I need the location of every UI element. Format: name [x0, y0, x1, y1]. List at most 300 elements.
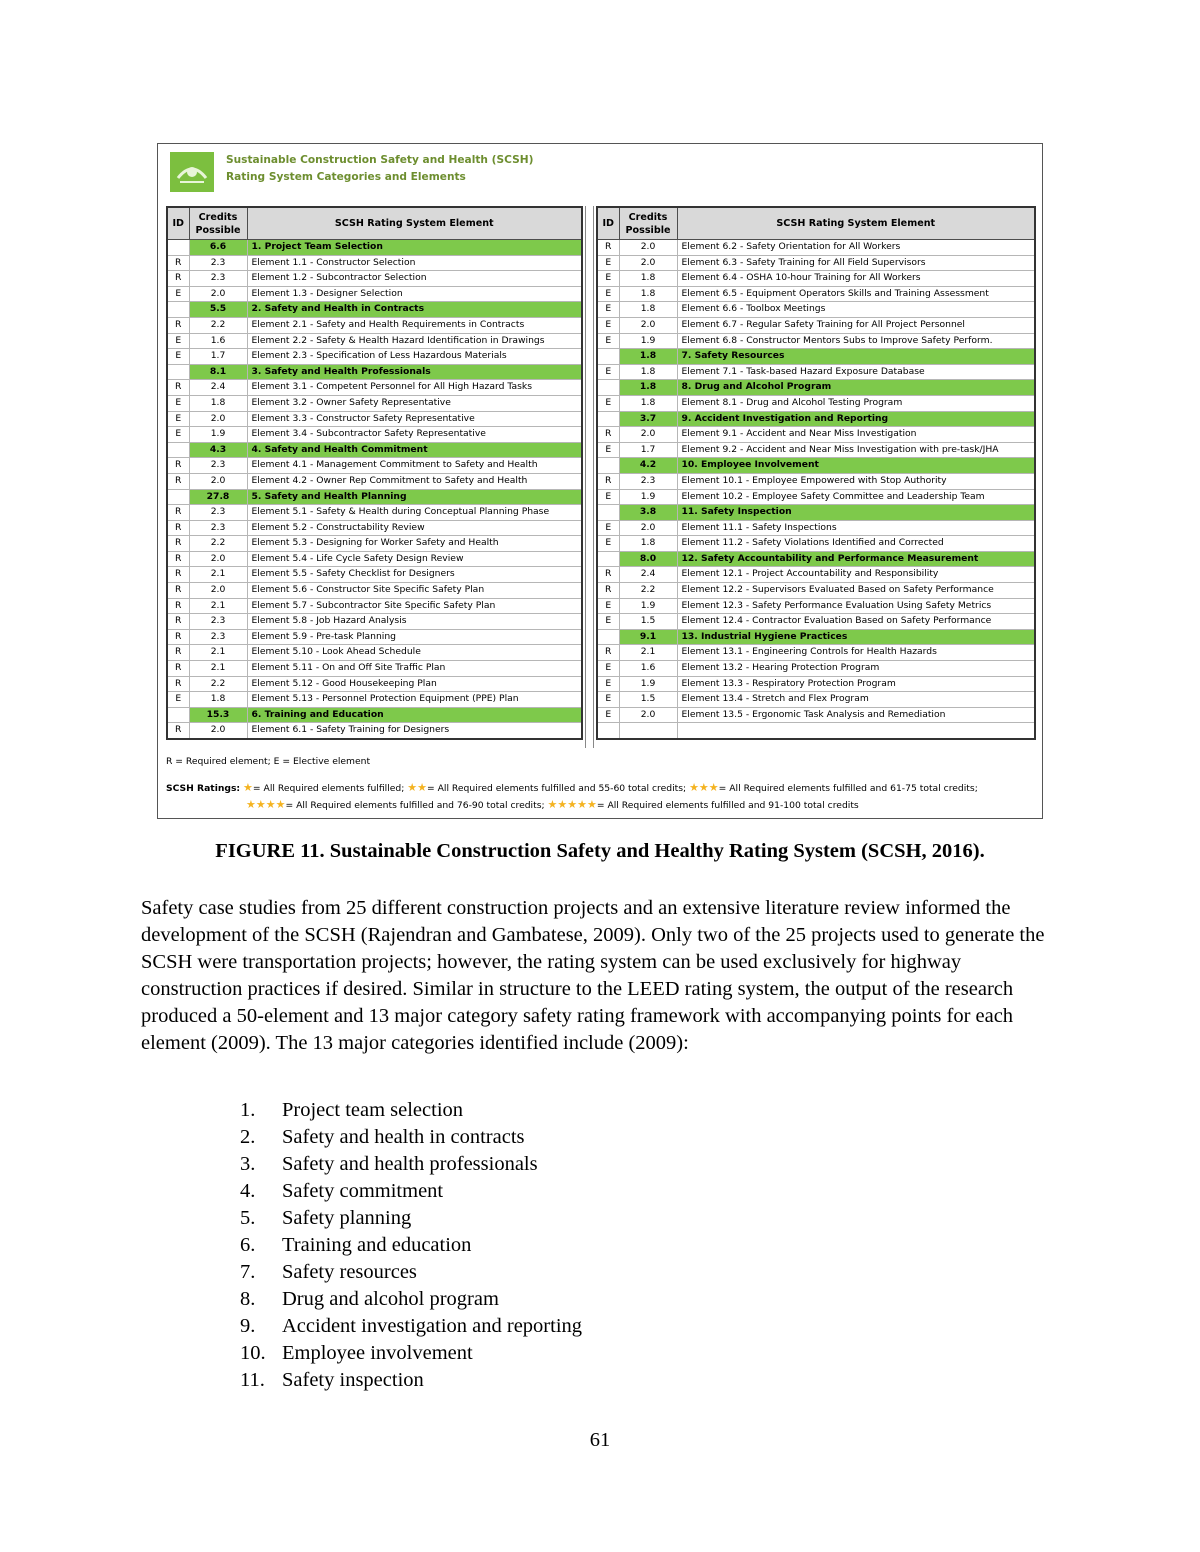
credits-cell: 5.5	[189, 302, 247, 318]
table-row	[597, 489, 1035, 505]
table-row	[167, 598, 582, 614]
table-row	[597, 661, 1035, 677]
star-icon: ★★★	[689, 781, 719, 794]
page-number: 61	[589, 1429, 611, 1451]
credits-cell: 1.8	[189, 692, 247, 708]
credits-cell: 2.4	[619, 567, 677, 583]
credits-cell: 2.2	[189, 536, 247, 552]
star-icon: ★★★★★	[547, 798, 597, 811]
credits-cell: 2.3	[189, 271, 247, 287]
element-cell: Element 12.1 - Project Accountability and Responsibility	[677, 567, 1035, 583]
credits-cell: 1.9	[619, 489, 677, 505]
list-item	[240, 1340, 582, 1367]
id-cell: E	[597, 395, 619, 411]
element-cell: Element 6.6 - Toolbox Meetings	[677, 302, 1035, 318]
credits-cell: 2.2	[189, 317, 247, 333]
table-row	[597, 442, 1035, 458]
credits-cell: 2.1	[619, 645, 677, 661]
rating-text: = All Required elements fulfilled and 55-60 total credits;	[427, 783, 687, 794]
element-cell	[677, 723, 1035, 739]
id-cell: E	[597, 302, 619, 318]
header-id: ID	[167, 207, 189, 240]
id-cell: R	[167, 505, 189, 521]
id-cell: R	[167, 317, 189, 333]
element-cell: Element 3.1 - Competent Personnel for All High Hazard Tasks	[247, 380, 582, 396]
list-item-text: Training and education	[282, 1234, 472, 1256]
list-item	[240, 1259, 582, 1286]
credits-cell: 2.0	[189, 473, 247, 489]
star-icon: ★★	[407, 781, 427, 794]
rating-text: = All Required elements fulfilled and 91-100 total credits	[596, 800, 859, 811]
table-row	[167, 333, 582, 349]
element-cell: Element 3.4 - Subcontractor Safety Representative	[247, 427, 582, 443]
credits-cell: 1.6	[619, 661, 677, 677]
right-element-table	[596, 206, 1036, 740]
category-row	[597, 458, 1035, 474]
element-cell: Element 10.1 - Employee Empowered with Stop Authority	[677, 473, 1035, 489]
element-cell: 4. Safety and Health Commitment	[247, 442, 582, 458]
list-item	[240, 1097, 582, 1124]
right-table-body	[597, 240, 1035, 740]
category-row	[597, 629, 1035, 645]
left-table-body	[167, 240, 582, 740]
header-element: SCSH Rating System Element	[677, 207, 1035, 240]
figure-caption: FIGURE 11. Sustainable Construction Safety and Healthy Rating System (SCSH, 2016).	[215, 840, 985, 862]
id-cell: E	[597, 333, 619, 349]
element-cell: Element 13.2 - Hearing Protection Program	[677, 661, 1035, 677]
table-row	[167, 505, 582, 521]
element-cell: 8. Drug and Alcohol Program	[677, 380, 1035, 396]
credits-cell: 2.2	[189, 676, 247, 692]
left-element-table	[166, 206, 583, 740]
element-cell: Element 11.2 - Safety Violations Identified and Corrected	[677, 536, 1035, 552]
element-cell: Element 8.1 - Drug and Alcohol Testing Program	[677, 395, 1035, 411]
element-cell: Element 4.1 - Management Commitment to Safety and Health	[247, 458, 582, 474]
element-cell: Element 9.1 - Accident and Near Miss Investigation	[677, 427, 1035, 443]
category-row	[167, 442, 582, 458]
id-cell: R	[167, 520, 189, 536]
table-row	[167, 380, 582, 396]
category-row	[597, 505, 1035, 521]
element-cell: 3. Safety and Health Professionals	[247, 364, 582, 380]
list-item-number: 11.	[240, 1369, 265, 1391]
credits-cell: 2.0	[189, 411, 247, 427]
rating-text: = All Required elements fulfilled and 61-75 total credits;	[718, 783, 978, 794]
id-cell: R	[597, 583, 619, 599]
table-row	[597, 240, 1035, 256]
scsh-figure	[157, 143, 1043, 819]
list-item-number: 2.	[240, 1126, 256, 1148]
element-cell: Element 4.2 - Owner Rep Commitment to Safety and Health	[247, 473, 582, 489]
element-cell: Element 6.8 - Constructor Mentors Subs to Improve Safety Perform.	[677, 333, 1035, 349]
table-row	[597, 473, 1035, 489]
table-row	[167, 536, 582, 552]
element-cell: Element 12.2 - Supervisors Evaluated Based on Safety Performance	[677, 583, 1035, 599]
list-item	[240, 1286, 582, 1313]
element-cell: Element 5.9 - Pre-task Planning	[247, 629, 582, 645]
credits-cell: 2.0	[619, 520, 677, 536]
credits-cell: 2.0	[619, 255, 677, 271]
header-element: SCSH Rating System Element	[247, 207, 582, 240]
id-cell	[597, 380, 619, 396]
table-row	[597, 692, 1035, 708]
credits-cell: 2.1	[189, 661, 247, 677]
table-row	[167, 629, 582, 645]
credits-cell: 1.8	[189, 395, 247, 411]
list-item-text: Project team selection	[282, 1099, 464, 1121]
element-cell: Element 2.3 - Specification of Less Hazardous Materials	[247, 349, 582, 365]
scsh-logo	[170, 152, 214, 192]
element-cell: Element 5.7 - Subcontractor Site Specific Safety Plan	[247, 598, 582, 614]
table-row	[167, 645, 582, 661]
list-item-text: Drug and alcohol program	[282, 1288, 499, 1310]
credits-cell: 1.7	[189, 349, 247, 365]
table-row	[167, 473, 582, 489]
id-cell	[167, 442, 189, 458]
rating-text: = All Required elements fulfilled and 76-90 total credits;	[285, 800, 545, 811]
id-cell	[167, 240, 189, 256]
id-cell: R	[167, 458, 189, 474]
id-cell: R	[167, 661, 189, 677]
figure-title-line2: Rating System Categories and Elements	[226, 171, 466, 183]
list-item-text: Employee involvement	[282, 1342, 473, 1364]
credits-cell: 2.1	[189, 567, 247, 583]
id-cell	[167, 302, 189, 318]
id-cell: E	[597, 442, 619, 458]
id-cell: R	[167, 723, 189, 739]
list-item-text: Safety commitment	[282, 1180, 444, 1202]
credits-cell: 8.1	[189, 364, 247, 380]
credits-cell: 2.0	[189, 583, 247, 599]
credits-cell: 1.8	[619, 286, 677, 302]
credits-cell: 1.8	[619, 302, 677, 318]
element-cell: Element 5.10 - Look Ahead Schedule	[247, 645, 582, 661]
list-item-number: 9.	[240, 1315, 256, 1337]
list-item	[240, 1313, 582, 1340]
header-id: ID	[597, 207, 619, 240]
list-item-number: 5.	[240, 1207, 256, 1229]
id-cell: E	[167, 333, 189, 349]
element-cell: Element 1.1 - Constructor Selection	[247, 255, 582, 271]
category-row	[597, 551, 1035, 567]
list-item	[240, 1178, 582, 1205]
ratings-label: SCSH Ratings:	[166, 783, 241, 794]
credits-cell: 1.8	[619, 380, 677, 396]
table-row	[167, 692, 582, 708]
id-cell: R	[167, 536, 189, 552]
element-cell: Element 3.3 - Constructor Safety Representative	[247, 411, 582, 427]
element-cell: Element 6.2 - Safety Orientation for All Workers	[677, 240, 1035, 256]
credits-cell: 2.0	[619, 317, 677, 333]
id-cell	[597, 629, 619, 645]
table-row	[167, 551, 582, 567]
list-item-text: Safety resources	[282, 1261, 417, 1283]
list-item-number: 1.	[240, 1099, 256, 1121]
table-row	[597, 707, 1035, 723]
id-cell: E	[597, 614, 619, 630]
id-cell: E	[597, 598, 619, 614]
table-row	[597, 302, 1035, 318]
credits-cell: 2.0	[619, 240, 677, 256]
element-cell: 13. Industrial Hygiene Practices	[677, 629, 1035, 645]
id-cell: R	[167, 255, 189, 271]
category-list	[240, 1097, 582, 1394]
element-cell: Element 5.12 - Good Housekeeping Plan	[247, 676, 582, 692]
id-cell: E	[597, 489, 619, 505]
list-item	[240, 1151, 582, 1178]
credits-cell: 9.1	[619, 629, 677, 645]
table-row	[597, 676, 1035, 692]
id-cell: R	[167, 271, 189, 287]
table-row	[167, 286, 582, 302]
id-cell	[167, 489, 189, 505]
header-credits: Credits Possible	[189, 207, 247, 240]
id-cell: E	[597, 364, 619, 380]
element-cell: Element 11.1 - Safety Inspections	[677, 520, 1035, 536]
element-cell: Element 9.2 - Accident and Near Miss Investigation with pre-task/JHA	[677, 442, 1035, 458]
id-cell: E	[167, 286, 189, 302]
element-cell: Element 5.11 - On and Off Site Traffic Plan	[247, 661, 582, 677]
credits-cell: 27.8	[189, 489, 247, 505]
element-cell: 11. Safety Inspection	[677, 505, 1035, 521]
id-cell: R	[167, 380, 189, 396]
id-cell: R	[597, 473, 619, 489]
credits-cell: 2.0	[189, 723, 247, 739]
credits-cell: 1.5	[619, 614, 677, 630]
element-cell: 2. Safety and Health in Contracts	[247, 302, 582, 318]
credits-cell: 2.0	[619, 427, 677, 443]
id-cell: E	[597, 255, 619, 271]
id-cell: R	[167, 676, 189, 692]
table-row	[167, 411, 582, 427]
element-cell: Element 12.4 - Contractor Evaluation Based on Safety Performance	[677, 614, 1035, 630]
id-cell	[597, 723, 619, 739]
credits-cell: 2.3	[189, 614, 247, 630]
header-credits: Credits Possible	[619, 207, 677, 240]
element-cell: Element 5.5 - Safety Checklist for Designers	[247, 567, 582, 583]
id-cell: R	[167, 614, 189, 630]
credits-cell	[619, 723, 677, 739]
id-cell: R	[167, 551, 189, 567]
id-cell: R	[597, 427, 619, 443]
table-row	[167, 583, 582, 599]
table-row	[597, 271, 1035, 287]
id-cell: R	[167, 629, 189, 645]
id-cell: E	[597, 520, 619, 536]
element-cell: 10. Employee Involvement	[677, 458, 1035, 474]
table-row	[597, 536, 1035, 552]
category-row	[597, 411, 1035, 427]
table-row	[597, 598, 1035, 614]
id-cell: E	[167, 349, 189, 365]
credits-cell: 6.6	[189, 240, 247, 256]
id-cell: R	[167, 598, 189, 614]
credits-cell: 2.1	[189, 645, 247, 661]
element-cell: 9. Accident Investigation and Reporting	[677, 411, 1035, 427]
element-cell: Element 13.4 - Stretch and Flex Program	[677, 692, 1035, 708]
table-row	[167, 317, 582, 333]
id-cell: E	[597, 692, 619, 708]
id-cell: E	[167, 427, 189, 443]
element-cell: Element 13.5 - Ergonomic Task Analysis and Remediation	[677, 707, 1035, 723]
credits-cell: 2.2	[619, 583, 677, 599]
table-row	[167, 427, 582, 443]
ratings-line-1	[166, 780, 1036, 797]
credits-cell: 2.3	[189, 520, 247, 536]
element-cell: 7. Safety Resources	[677, 349, 1035, 365]
element-cell: Element 5.13 - Personnel Protection Equipment (PPE) Plan	[247, 692, 582, 708]
credits-cell: 8.0	[619, 551, 677, 567]
list-item-number: 10.	[240, 1342, 266, 1364]
ratings-legend	[166, 780, 1036, 814]
element-cell: Element 2.2 - Safety & Health Hazard Identification in Drawings	[247, 333, 582, 349]
credits-cell: 2.3	[189, 505, 247, 521]
list-item	[240, 1124, 582, 1151]
element-cell: 5. Safety and Health Planning	[247, 489, 582, 505]
figure-title-line1: Sustainable Construction Safety and Health (SCSH)	[226, 154, 534, 166]
list-item-number: 4.	[240, 1180, 256, 1202]
table-row	[597, 364, 1035, 380]
id-cell: E	[597, 271, 619, 287]
ratings-line-2	[166, 797, 1036, 814]
star-icon: ★★★★	[246, 798, 286, 811]
table-row	[167, 676, 582, 692]
credits-cell: 2.1	[189, 598, 247, 614]
id-cell	[597, 505, 619, 521]
table-separator	[585, 206, 594, 748]
element-cell: Element 5.4 - Life Cycle Safety Design Review	[247, 551, 582, 567]
table-row	[597, 286, 1035, 302]
id-cell: R	[597, 567, 619, 583]
list-item-text: Safety and health in contracts	[282, 1126, 525, 1148]
id-cell	[167, 707, 189, 723]
element-cell: Element 5.3 - Designing for Worker Safety and Health	[247, 536, 582, 552]
id-cell	[597, 349, 619, 365]
table-row	[167, 567, 582, 583]
list-item	[240, 1205, 582, 1232]
id-cell	[167, 364, 189, 380]
category-row	[167, 364, 582, 380]
credits-cell: 1.5	[619, 692, 677, 708]
list-item-number: 6.	[240, 1234, 256, 1256]
credits-cell: 4.2	[619, 458, 677, 474]
credits-cell: 1.9	[619, 598, 677, 614]
id-cell: E	[597, 661, 619, 677]
category-row	[167, 240, 582, 256]
list-item-text: Safety inspection	[282, 1369, 424, 1391]
table-row	[597, 333, 1035, 349]
element-cell: Element 13.1 - Engineering Controls for Health Hazards	[677, 645, 1035, 661]
id-cell	[597, 458, 619, 474]
list-item-text: Safety planning	[282, 1207, 412, 1229]
category-row	[167, 707, 582, 723]
element-cell: 12. Safety Accountability and Performance Measurement	[677, 551, 1035, 567]
element-cell: Element 1.3 - Designer Selection	[247, 286, 582, 302]
element-cell: 6. Training and Education	[247, 707, 582, 723]
credits-cell: 2.4	[189, 380, 247, 396]
table-row	[167, 255, 582, 271]
element-cell: Element 5.1 - Safety & Health during Conceptual Planning Phase	[247, 505, 582, 521]
category-row	[597, 380, 1035, 396]
credits-cell: 1.6	[189, 333, 247, 349]
element-cell: Element 1.2 - Subcontractor Selection	[247, 271, 582, 287]
credits-cell: 1.8	[619, 364, 677, 380]
table-row	[597, 255, 1035, 271]
table-row	[167, 520, 582, 536]
credits-cell: 1.8	[619, 271, 677, 287]
credits-cell: 1.7	[619, 442, 677, 458]
id-cell: E	[597, 707, 619, 723]
list-item-text: Accident investigation and reporting	[282, 1315, 583, 1337]
list-item-number: 8.	[240, 1288, 256, 1310]
credits-cell: 2.0	[189, 286, 247, 302]
list-item-text: Safety and health professionals	[282, 1153, 538, 1175]
table-row	[167, 614, 582, 630]
table-row	[597, 614, 1035, 630]
table-row	[167, 723, 582, 739]
table-row	[167, 349, 582, 365]
credits-cell: 2.0	[619, 707, 677, 723]
table-row	[597, 645, 1035, 661]
body-paragraph: Safety case studies from 25 different construction projects and an extensive literature review informed the development of the SCSH (Rajendran and Gambatese, 2009). Only two of the 25 projects used to generate the SCSH were transportation projects; however, the rating system can be used exclusively for highway construction practices if desired. Similar in structure to the LEED rating system, the output of the research produced a 50-element and 13 major category safety rating framework with accompanying points for each element (2009). The 13 major categories identified include (2009):	[141, 897, 1045, 1054]
table-row	[167, 271, 582, 287]
element-cell: Element 5.6 - Constructor Site Specific Safety Plan	[247, 583, 582, 599]
table-row	[597, 395, 1035, 411]
element-cell: Element 12.3 - Safety Performance Evaluation Using Safety Metrics	[677, 598, 1035, 614]
element-cell: Element 6.3 - Safety Training for All Field Supervisors	[677, 255, 1035, 271]
credits-cell: 2.0	[189, 551, 247, 567]
id-cell: R	[167, 583, 189, 599]
id-cell: R	[167, 645, 189, 661]
credits-cell: 3.8	[619, 505, 677, 521]
credits-cell: 15.3	[189, 707, 247, 723]
element-cell: Element 13.3 - Respiratory Protection Program	[677, 676, 1035, 692]
list-item-number: 7.	[240, 1261, 256, 1283]
id-cell	[597, 411, 619, 427]
category-row	[167, 489, 582, 505]
id-cell: E	[167, 692, 189, 708]
credits-cell: 1.9	[619, 333, 677, 349]
id-cell: E	[167, 411, 189, 427]
list-item	[240, 1367, 582, 1394]
table-row	[167, 458, 582, 474]
list-item	[240, 1232, 582, 1259]
credits-cell: 4.3	[189, 442, 247, 458]
element-cell: Element 6.4 - OSHA 10-hour Training for All Workers	[677, 271, 1035, 287]
table-row	[167, 661, 582, 677]
list-item-number: 3.	[240, 1153, 256, 1175]
table-row	[597, 317, 1035, 333]
credits-cell: 1.9	[619, 676, 677, 692]
credits-cell: 2.3	[189, 458, 247, 474]
id-cell: R	[167, 567, 189, 583]
credits-cell: 1.8	[619, 349, 677, 365]
element-cell: Element 5.8 - Job Hazard Analysis	[247, 614, 582, 630]
element-cell: Element 6.1 - Safety Training for Designers	[247, 723, 582, 739]
table-row	[167, 395, 582, 411]
id-cell	[597, 551, 619, 567]
table-row	[597, 583, 1035, 599]
credits-cell: 2.3	[189, 629, 247, 645]
element-cell: Element 6.5 - Equipment Operators Skills and Training Assessment	[677, 286, 1035, 302]
id-cell: E	[167, 395, 189, 411]
id-cell: E	[597, 536, 619, 552]
credits-cell: 1.8	[619, 536, 677, 552]
table-row	[597, 567, 1035, 583]
id-cell: E	[597, 317, 619, 333]
element-cell: Element 7.1 - Task-based Hazard Exposure Database	[677, 364, 1035, 380]
rating-text: = All Required elements fulfilled;	[252, 783, 405, 794]
